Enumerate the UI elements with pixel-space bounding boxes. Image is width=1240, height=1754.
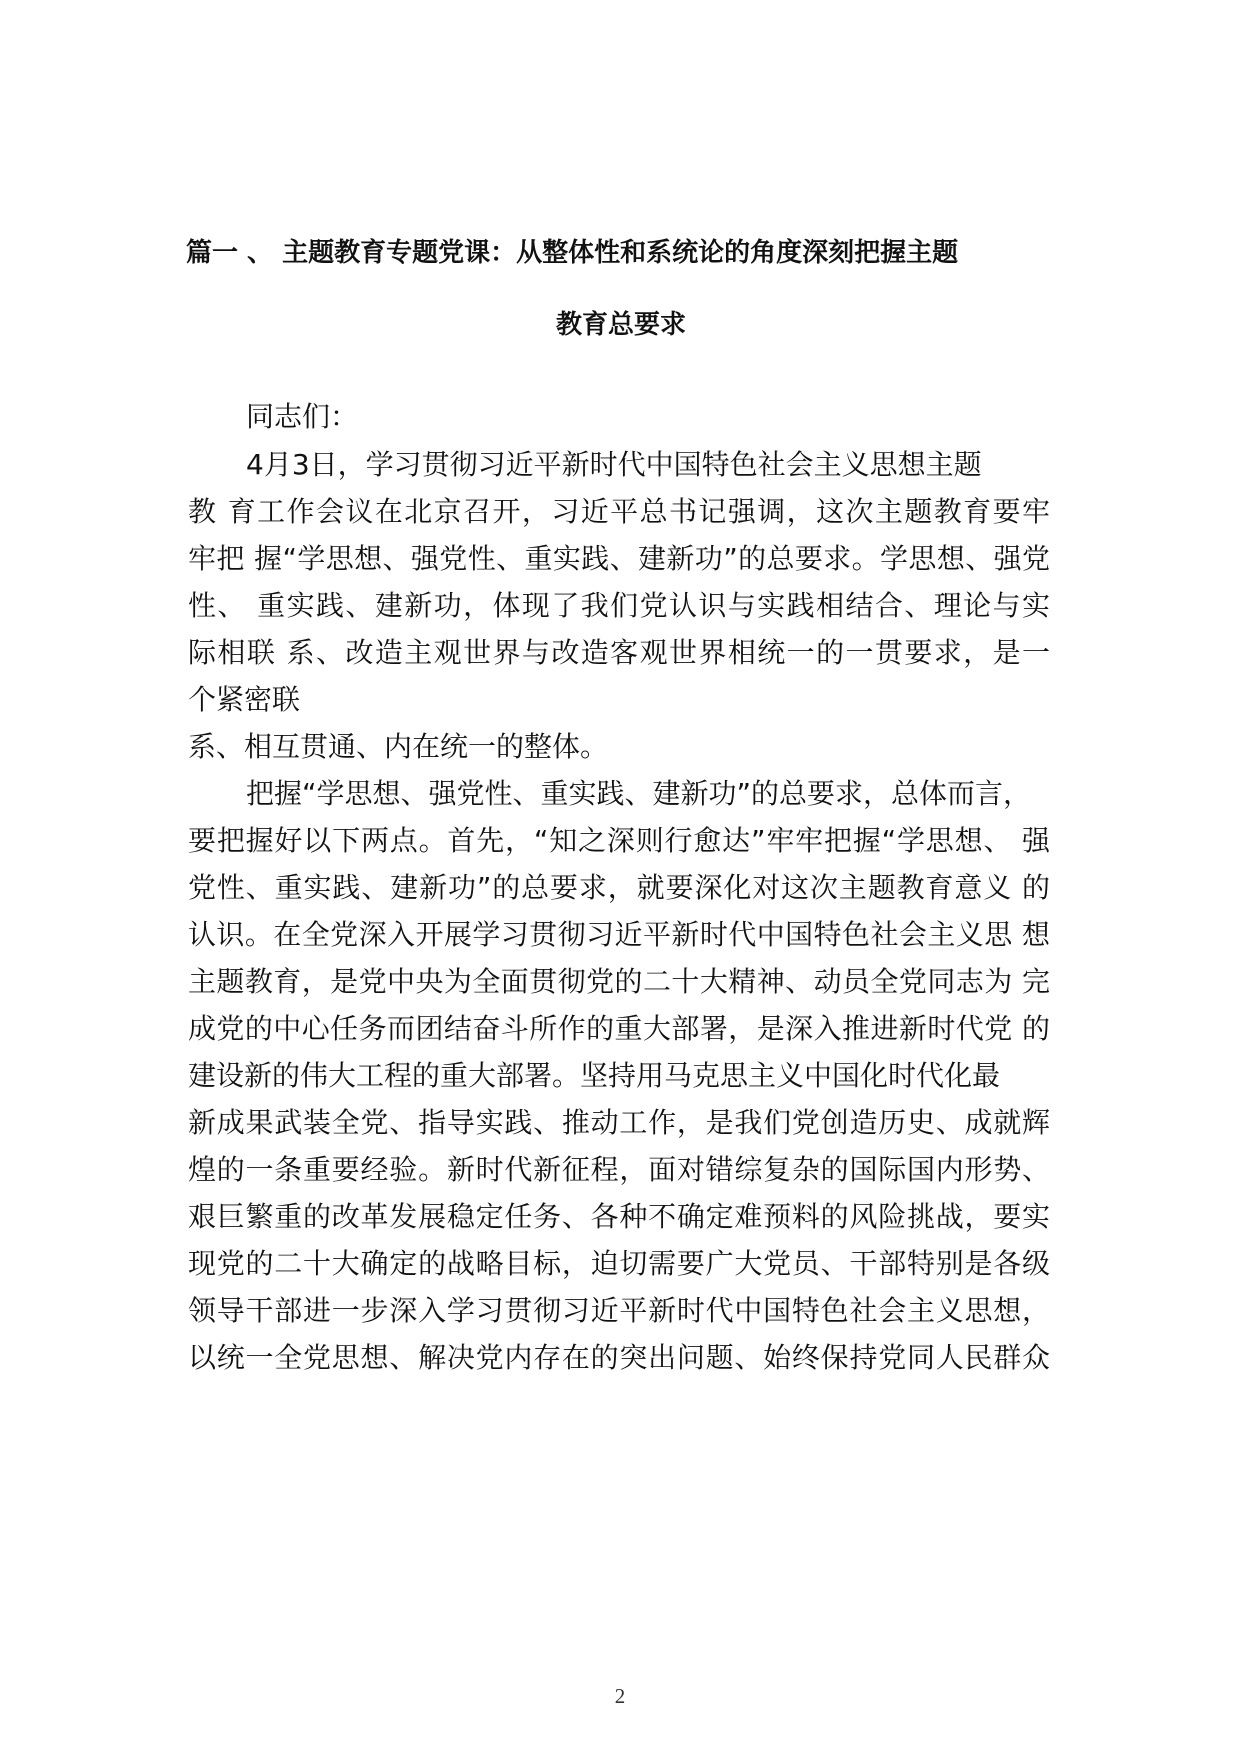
- paragraph-2-line: 建设新的伟大工程的重大部署。坚持用马克思主义中国化时代化最: [188, 1059, 1001, 1092]
- paragraph-1-line: 4月3日，学习贯彻习近平新时代中国特色社会主义思想主题: [246, 448, 982, 481]
- paragraph-1-line: 牢把 握“学思想、强党性、重实践、建新功”的总要求。学思想、强党: [188, 542, 1050, 575]
- paragraph-2-line: 党性、重实践、建新功”的总要求，就要深化对这次主题教育意义 的: [188, 871, 1050, 904]
- paragraph-1-line: 系、相互贯通、内在统一的整体。: [188, 730, 609, 763]
- page-number: 2: [614, 1684, 626, 1708]
- salutation: 同志们：: [246, 400, 359, 433]
- paragraph-1-line: 性、 重实践、建新功，体现了我们党认识与实践相结合、理论与实: [188, 589, 1050, 622]
- paragraph-2-line: 新成果武装全党、指导实践、推动工作，是我们党创造历史、成就辉: [188, 1106, 1050, 1139]
- paragraph-1-line: 个紧密联: [188, 683, 301, 716]
- paragraph-2-line: 主题教育，是党中央为全面贯彻党的二十大精神、动员全党同志为 完: [188, 965, 1050, 998]
- paragraph-2-line: 认识。在全党深入开展学习贯彻习近平新时代中国特色社会主义思 想: [188, 918, 1050, 951]
- paragraph-2-line: 以统一全党思想、解决党内存在的突出问题、始终保持党同人民群众: [188, 1341, 1050, 1374]
- paragraph-2-line: 要把握好以下两点。首先，“知之深则行愈达”牢牢把握“学思想、 强: [188, 824, 1050, 857]
- paragraph-2-line: 把握“学思想、强党性、重实践、建新功”的总要求，总体而言，: [246, 777, 1032, 810]
- paragraph-2-line: 煌的一条重要经验。新时代新征程，面对错综复杂的国际国内形势、: [188, 1153, 1050, 1186]
- paragraph-2-line: 现党的二十大确定的战略目标，迫切需要广大党员、干部特别是各级: [188, 1247, 1050, 1280]
- paragraph-2-line: 成党的中心任务而团结奋斗所作的重大部署，是深入推进新时代党 的: [188, 1012, 1050, 1045]
- paragraph-2-line: 艰巨繁重的改革发展稳定任务、各种不确定难预料的风险挑战，要实: [188, 1200, 1050, 1233]
- paragraph-1-line: 教 育工作会议在北京召开，习近平总书记强调，这次主题教育要牢: [188, 495, 1050, 528]
- paragraph-2-line: 领导干部进一步深入学习贯彻习近平新时代中国特色社会主义思想，: [188, 1294, 1050, 1327]
- paragraph-1-line: 际相联 系、改造主观世界与改造客观世界相统一的一贯要求，是一: [188, 636, 1050, 669]
- document-title-line-1: 篇一 、 主题教育专题党课：从整体性和系统论的角度深刻把握主题: [186, 238, 959, 268]
- document-title-line-2: 教育总要求: [555, 310, 686, 340]
